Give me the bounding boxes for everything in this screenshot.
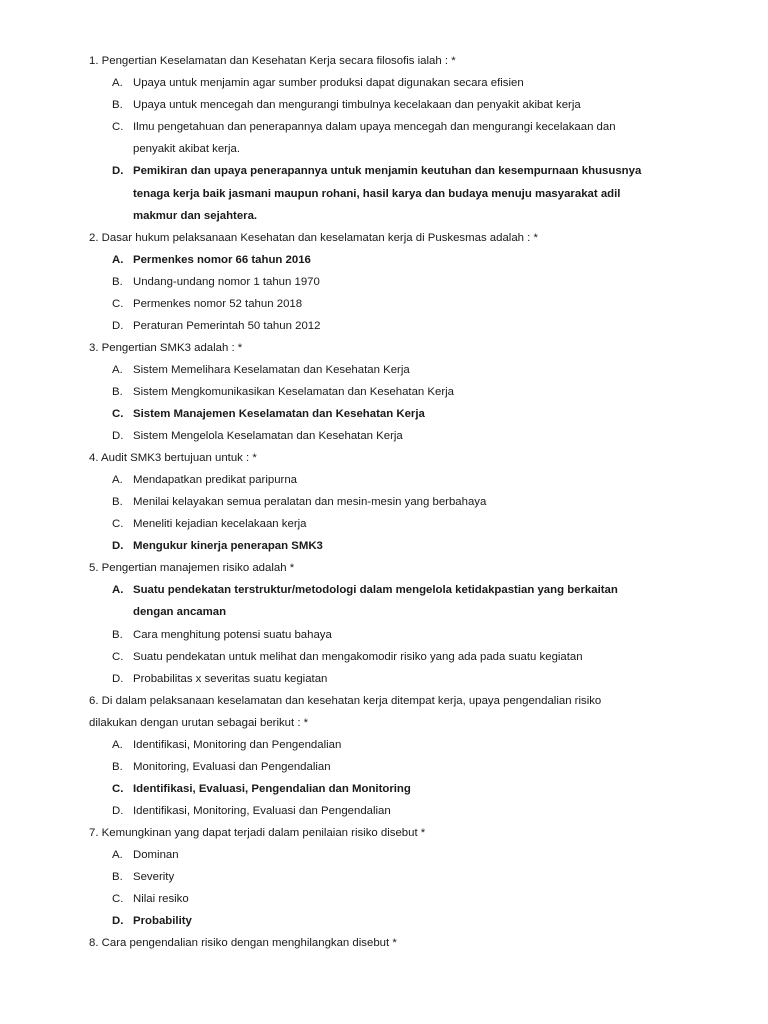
option-letter: C. — [112, 518, 124, 530]
question-7: 7. Kemungkinan yang dapat terjadi dalam penilaian risiko disebut * — [89, 827, 426, 839]
question-6-option-b — [112, 761, 331, 773]
option-letter: D. — [112, 320, 124, 332]
option-text: Mendapatkan predikat paripurna — [133, 474, 298, 486]
option-text: Sistem Mengkomunikasikan Keselamatan dan Kesehatan Kerja — [133, 386, 455, 398]
question-1-option-c — [112, 121, 616, 133]
option-text: Suatu pendekatan terstruktur/metodologi dalam mengelola ketidakpastian yang berkaitan — [133, 584, 618, 596]
question-3-option-a — [112, 364, 410, 376]
option-letter: B. — [112, 99, 123, 111]
option-letter: D. — [112, 540, 124, 552]
option-text: Permenkes nomor 52 tahun 2018 — [133, 298, 303, 310]
question-6-option-a — [112, 739, 341, 751]
option-text: Identifikasi, Evaluasi, Pengendalian dan Monitoring — [133, 783, 411, 795]
question-5-option-a-continued: dengan ancaman — [133, 606, 227, 618]
question-6-option-d — [112, 805, 391, 817]
question-6-option-c-answer — [112, 783, 411, 795]
option-text: Upaya untuk mencegah dan mengurangi timbulnya kecelakaan dan penyakit akibat kerja — [133, 99, 581, 111]
option-text: Nilai resiko — [133, 893, 189, 905]
option-text: Undang-undang nomor 1 tahun 1970 — [133, 276, 320, 288]
question-3: 3. Pengertian SMK3 adalah : * — [89, 342, 243, 354]
option-text: Sistem Memelihara Keselamatan dan Kesehatan Kerja — [133, 364, 410, 376]
question-1-option-d-continued-2: makmur dan sejahtera. — [133, 210, 258, 222]
option-letter: B. — [112, 629, 123, 641]
option-letter: C. — [112, 893, 124, 905]
option-text: Dominan — [133, 849, 179, 861]
question-5: 5. Pengertian manajemen risiko adalah * — [89, 562, 295, 574]
question-1-option-d-answer — [112, 165, 641, 177]
option-letter: D. — [112, 915, 124, 927]
question-1-option-d-continued: tenaga kerja baik jasmani maupun rohani, hasil karya dan budaya menuju masyarakat adil — [133, 188, 621, 200]
option-letter: D. — [112, 430, 124, 442]
question-2-option-d — [112, 320, 320, 332]
option-text: Meneliti kejadian kecelakaan kerja — [133, 518, 307, 530]
option-text: Pemikiran dan upaya penerapannya untuk menjamin keutuhan dan kesempurnaan khususnya — [133, 165, 642, 177]
question-1-option-b — [112, 99, 581, 111]
option-text: Probability — [133, 915, 192, 927]
question-1-option-c-continued: penyakit akibat kerja. — [133, 143, 241, 155]
option-text: Upaya untuk menjamin agar sumber produksi dapat digunakan secara efisien — [133, 77, 524, 89]
option-text: Permenkes nomor 66 tahun 2016 — [133, 254, 311, 266]
question-4-option-a — [112, 474, 297, 486]
option-letter: C. — [112, 298, 124, 310]
question-6: 6. Di dalam pelaksanaan keselamatan dan kesehatan kerja ditempat kerja, upaya pengendalian risiko — [89, 695, 602, 707]
option-text: Mengukur kinerja penerapan SMK3 — [133, 540, 323, 552]
option-letter: B. — [112, 276, 123, 288]
option-letter: C. — [112, 783, 124, 795]
option-text: Sistem Manajemen Keselamatan dan Kesehatan Kerja — [133, 408, 425, 420]
question-2-option-a-answer — [112, 254, 311, 266]
option-letter: A. — [112, 77, 123, 89]
question-3-option-c-answer — [112, 408, 425, 420]
option-text: Menilai kelayakan semua peralatan dan mesin-mesin yang berbahaya — [133, 496, 487, 508]
option-text: Identifikasi, Monitoring dan Pengendalian — [133, 739, 342, 751]
question-4-option-c — [112, 518, 307, 530]
option-letter: D. — [112, 165, 124, 177]
option-text: Suatu pendekatan untuk melihat dan mengakomodir risiko yang ada pada suatu kegiatan — [133, 651, 583, 663]
question-5-option-b — [112, 629, 332, 641]
question-7-option-d-answer — [112, 915, 192, 927]
option-text: Cara menghitung potensi suatu bahaya — [133, 629, 332, 641]
option-letter: D. — [112, 673, 124, 685]
question-1-option-a — [112, 77, 524, 89]
option-letter: B. — [112, 386, 123, 398]
option-text: Peraturan Pemerintah 50 tahun 2012 — [133, 320, 321, 332]
question-4-option-b — [112, 496, 486, 508]
question-6-continued: dilakukan dengan urutan sebagai berikut : * — [89, 717, 309, 729]
question-7-option-b — [112, 871, 174, 883]
question-3-option-d — [112, 430, 403, 442]
question-7-option-a — [112, 849, 179, 861]
option-letter: C. — [112, 651, 124, 663]
question-5-option-a-answer — [112, 584, 618, 596]
question-2-option-c — [112, 298, 302, 310]
question-1: 1. Pengertian Keselamatan dan Kesehatan Kerja secara filosofis ialah : * — [89, 55, 456, 67]
question-3-option-b — [112, 386, 454, 398]
option-text: Ilmu pengetahuan dan penerapannya dalam upaya mencegah dan mengurangi kecelakaan dan — [133, 121, 616, 133]
question-8: 8. Cara pengendalian risiko dengan menghilangkan disebut * — [89, 937, 397, 949]
option-letter: D. — [112, 805, 124, 817]
question-5-option-d — [112, 673, 327, 685]
option-letter: B. — [112, 496, 123, 508]
option-text: Sistem Mengelola Keselamatan dan Kesehatan Kerja — [133, 430, 403, 442]
question-7-option-c — [112, 893, 189, 905]
question-2: 2. Dasar hukum pelaksanaan Kesehatan dan keselamatan kerja di Puskesmas adalah : * — [89, 232, 538, 244]
option-letter: A. — [112, 739, 123, 751]
option-letter: A. — [112, 474, 123, 486]
option-text: Monitoring, Evaluasi dan Pengendalian — [133, 761, 331, 773]
option-letter: C. — [112, 408, 124, 420]
option-letter: A. — [112, 849, 123, 861]
question-5-option-c — [112, 651, 583, 663]
option-text: Severity — [133, 871, 175, 883]
option-letter: B. — [112, 761, 123, 773]
option-letter: A. — [112, 584, 124, 596]
question-2-option-b — [112, 276, 320, 288]
question-4: 4. Audit SMK3 bertujuan untuk : * — [89, 452, 257, 464]
option-letter: A. — [112, 364, 123, 376]
option-text: Probabilitas x severitas suatu kegiatan — [133, 673, 328, 685]
option-letter: B. — [112, 871, 123, 883]
question-4-option-d-answer — [112, 540, 323, 552]
option-letter: A. — [112, 254, 124, 266]
option-letter: C. — [112, 121, 124, 133]
option-text: Identifikasi, Monitoring, Evaluasi dan Pengendalian — [133, 805, 391, 817]
